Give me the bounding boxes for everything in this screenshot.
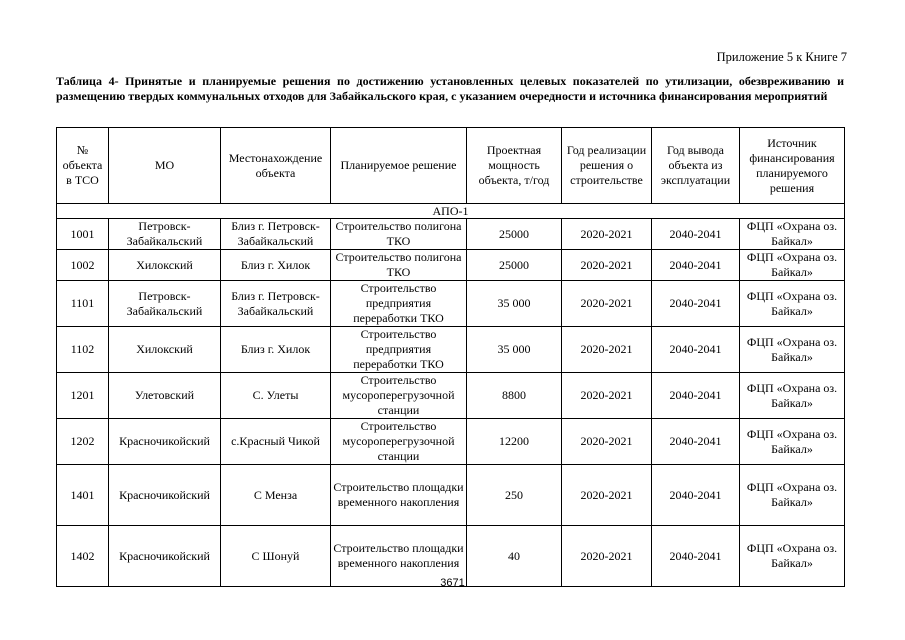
column-header-location: Местонахождение объекта [221, 128, 331, 204]
cell-end-year: 2040-2041 [652, 373, 740, 419]
cell-location: Близ г. Петровск-Забайкальский [221, 281, 331, 327]
cell-solution: Строительство предприятия переработки ТКО [331, 281, 467, 327]
cell-capacity: 12200 [467, 419, 562, 465]
cell-solution: Строительство полигона ТКО [331, 219, 467, 250]
cell-location: С. Улеты [221, 373, 331, 419]
cell-start-year: 2020-2021 [562, 281, 652, 327]
cell-funding-source: ФЦП «Охрана оз. Байкал» [740, 465, 845, 526]
cell-end-year: 2040-2041 [652, 281, 740, 327]
cell-id: 1202 [57, 419, 109, 465]
cell-end-year: 2040-2041 [652, 465, 740, 526]
cell-start-year: 2020-2021 [562, 526, 652, 587]
cell-id: 1001 [57, 219, 109, 250]
cell-location: С Шонуй [221, 526, 331, 587]
cell-end-year: 2040-2041 [652, 526, 740, 587]
cell-start-year: 2020-2021 [562, 327, 652, 373]
cell-mo: Улетовский [109, 373, 221, 419]
cell-id: 1101 [57, 281, 109, 327]
cell-mo: Хилокский [109, 327, 221, 373]
cell-start-year: 2020-2021 [562, 419, 652, 465]
cell-location: Близ г. Хилок [221, 327, 331, 373]
cell-location: Близ г. Хилок [221, 250, 331, 281]
cell-solution: Строительство мусороперегрузочной станции [331, 419, 467, 465]
column-header-capacity: Проектная мощность объекта, т/год [467, 128, 562, 204]
column-header-solution: Планируемое решение [331, 128, 467, 204]
cell-capacity: 35 000 [467, 281, 562, 327]
table-row [57, 465, 845, 526]
cell-capacity: 250 [467, 465, 562, 526]
cell-id: 1201 [57, 373, 109, 419]
cell-capacity: 25000 [467, 250, 562, 281]
cell-capacity: 40 [467, 526, 562, 587]
cell-mo: Красночикойский [109, 465, 221, 526]
cell-mo: Красночикойский [109, 419, 221, 465]
cell-capacity: 8800 [467, 373, 562, 419]
table-header-row [57, 128, 845, 204]
cell-mo: Красночикойский [109, 526, 221, 587]
column-header-end-year: Год вывода объекта из эксплуатации [652, 128, 740, 204]
cell-id: 1102 [57, 327, 109, 373]
cell-start-year: 2020-2021 [562, 219, 652, 250]
cell-capacity: 25000 [467, 219, 562, 250]
cell-funding-source: ФЦП «Охрана оз. Байкал» [740, 373, 845, 419]
cell-funding-source: ФЦП «Охрана оз. Байкал» [740, 526, 845, 587]
cell-funding-source: ФЦП «Охрана оз. Байкал» [740, 219, 845, 250]
cell-location: с.Красный Чикой [221, 419, 331, 465]
cell-id: 1401 [57, 465, 109, 526]
decisions-table [56, 127, 845, 587]
group-row [57, 204, 845, 219]
cell-end-year: 2040-2041 [652, 250, 740, 281]
cell-funding-source: ФЦП «Охрана оз. Байкал» [740, 327, 845, 373]
cell-solution: Строительство мусороперегрузочной станции [331, 373, 467, 419]
column-header-id: № объекта в ТСО [57, 128, 109, 204]
cell-funding-source: ФЦП «Охрана оз. Байкал» [740, 250, 845, 281]
cell-solution: Строительство площадки временного накопления [331, 465, 467, 526]
table-row [57, 219, 845, 250]
page-number: 3671 [440, 577, 465, 589]
table-row [57, 250, 845, 281]
cell-solution: Строительство предприятия переработки ТКО [331, 327, 467, 373]
cell-start-year: 2020-2021 [562, 250, 652, 281]
appendix-note: Приложение 5 к Книге 7 [716, 50, 847, 64]
cell-solution: Строительство полигона ТКО [331, 250, 467, 281]
cell-id: 1402 [57, 526, 109, 587]
cell-location: С Менза [221, 465, 331, 526]
group-label: АПО-1 [57, 204, 845, 219]
table-row [57, 327, 845, 373]
cell-start-year: 2020-2021 [562, 373, 652, 419]
cell-mo: Петровск-Забайкальский [109, 281, 221, 327]
cell-solution: Строительство площадки временного накопления [331, 526, 467, 587]
cell-end-year: 2040-2041 [652, 327, 740, 373]
cell-end-year: 2040-2041 [652, 419, 740, 465]
cell-capacity: 35 000 [467, 327, 562, 373]
cell-start-year: 2020-2021 [562, 465, 652, 526]
cell-funding-source: ФЦП «Охрана оз. Байкал» [740, 281, 845, 327]
cell-mo: Петровск-Забайкальский [109, 219, 221, 250]
cell-id: 1002 [57, 250, 109, 281]
column-header-start-year: Год реализации решения о строительстве [562, 128, 652, 204]
cell-end-year: 2040-2041 [652, 219, 740, 250]
column-header-funding-source: Источник финансирования планируемого решения [740, 128, 845, 204]
table-row [57, 373, 845, 419]
table-row [57, 419, 845, 465]
cell-funding-source: ФЦП «Охрана оз. Байкал» [740, 419, 845, 465]
column-header-mo: МО [109, 128, 221, 204]
table-row [57, 281, 845, 327]
cell-mo: Хилокский [109, 250, 221, 281]
table-caption: Таблица 4- Принятые и планируемые решения по достижению установленных целевых показателей по утилизации, обезвреживанию и размещению твердых коммунальных отходов для Забайкальского края, с указанием очередности и источника финансирования мероприятий [56, 74, 844, 103]
cell-location: Близ г. Петровск-Забайкальский [221, 219, 331, 250]
